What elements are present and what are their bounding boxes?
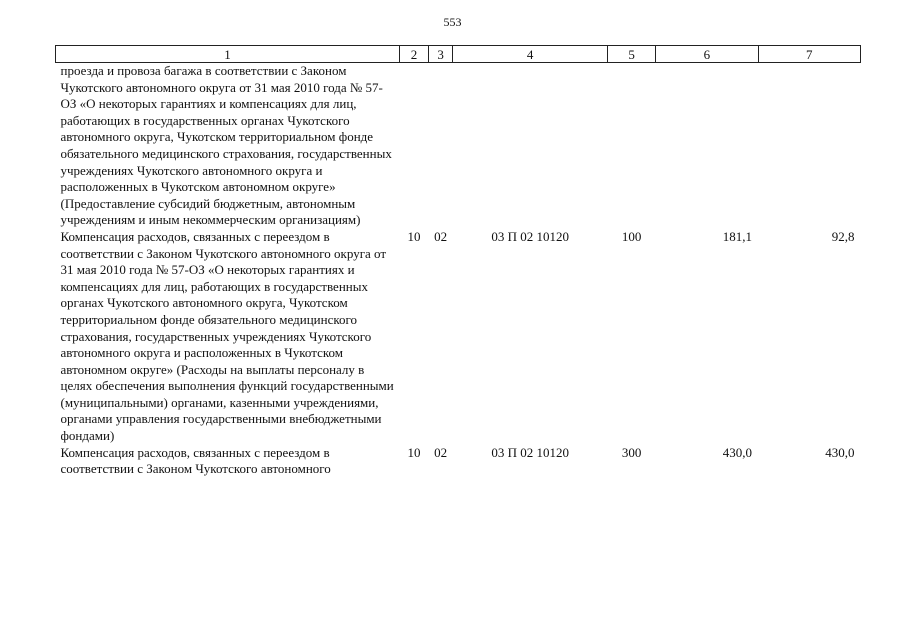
table-row (56, 445, 861, 478)
column-header: 2 (400, 46, 429, 63)
column-header: 5 (608, 46, 656, 63)
row-section (400, 63, 429, 229)
row-target-code: 03 П 02 10120 (491, 228, 569, 244)
row-sum-2 (758, 63, 860, 229)
table-row (56, 63, 861, 229)
row-sum-1: 430,0 (722, 444, 753, 460)
row-description: проезда и провоза багажа в соответствии с Законом Чукотского автономного округа от 31 мая 2010 года № 57-ОЗ «О некоторых гарантиях и компенсациях для лиц, работающих в государственных органах Чукотского автономного округа, Чукотском территориальном фонде обязательного медицинского страхования, государственных учреждениях Чукотского автономного округа и расположенных в Чукотском автономном округе» (Предоставление субсидий бюджетным, автономным учреждениям и иным некоммерческим организациям) (60, 63, 392, 228)
column-header: 1 (56, 46, 400, 63)
budget-table (55, 45, 861, 478)
row-expense-type (608, 63, 656, 229)
column-header: 7 (758, 46, 860, 63)
row-section: 10 (407, 228, 421, 244)
row-sum-2: 430,0 (825, 444, 855, 460)
row-sum-1: 181,1 (722, 228, 753, 244)
row-target-code (453, 63, 608, 229)
row-subsection: 02 (434, 444, 448, 460)
row-sum-2: 92,8 (831, 228, 855, 244)
row-sum-1 (656, 63, 758, 229)
header-row (56, 46, 861, 63)
row-description: Компенсация расходов, связанных с переездом в соответствии с Законом Чукотского автономного (60, 444, 331, 477)
column-header: 3 (428, 46, 453, 63)
row-subsection (428, 63, 453, 229)
table-row (56, 229, 861, 445)
column-header: 4 (453, 46, 608, 63)
column-header: 6 (656, 46, 758, 63)
row-subsection: 02 (434, 228, 448, 244)
row-description: Компенсация расходов, связанных с переездом в соответствии с Законом Чукотского автономного округа от 31 мая 2010 года № 57-ОЗ «О некоторых гарантиях и компенсациях для лиц, работающих в государственных органах Чукотского автономного округа, Чукотском территориальном фонде обязательного медицинского страхования, государственных учреждениях Чукотского автономного округа и расположенных в Чукотском автономном округе» (Расходы на выплаты персоналу в целях обеспечения выполнения функций государственными (муниципальными) органами, казенными учреждениями, органами управления государственными внебюджетными фондами) (60, 228, 394, 444)
row-expense-type: 300 (621, 444, 642, 460)
row-target-code: 03 П 02 10120 (491, 444, 569, 460)
page-number: 553 (443, 15, 462, 29)
row-expense-type: 100 (621, 228, 642, 244)
row-section: 10 (407, 444, 421, 460)
